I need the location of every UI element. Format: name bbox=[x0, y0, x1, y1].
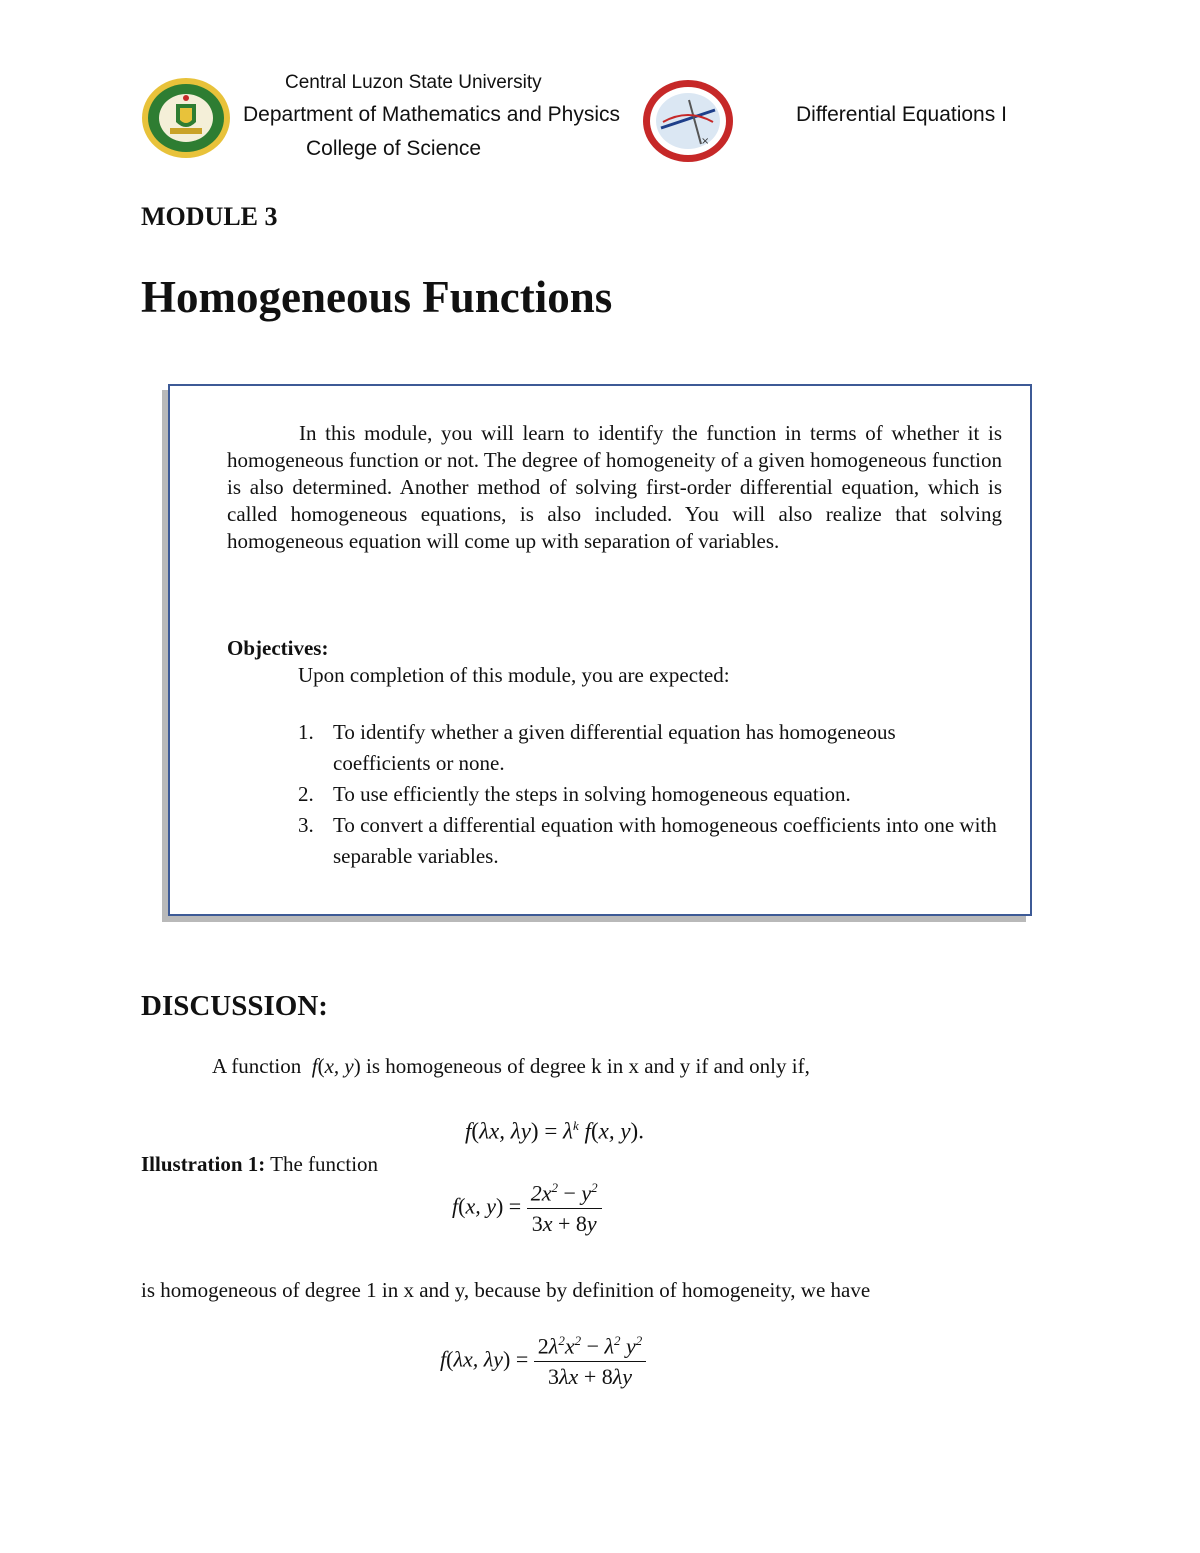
course-name: Differential Equations I bbox=[796, 103, 1007, 126]
substitution-equation: f(λx, λy) = $\frac{2\lambda^2x^2 - \lambda^2 y^2}{3\lambda x + 8\lambda y}$ bbox=[440, 1333, 646, 1390]
objectives-lead: Upon completion of this module, you are expected: bbox=[298, 663, 730, 687]
department-name: Department of Mathematics and Physics bbox=[243, 103, 620, 126]
list-item: 3. To convert a differential equation with homogeneous coefficients into one with separable variables. bbox=[298, 813, 997, 868]
objectives-heading: Objectives: bbox=[227, 636, 329, 660]
page-title: Homogeneous Functions bbox=[141, 272, 613, 322]
list-item: 2. To use efficiently the steps in solving homogeneous equation. bbox=[298, 782, 851, 806]
list-item: 1. To identify whether a given differential equation has homogeneous coefficients or none. bbox=[298, 720, 896, 775]
function-expression: f(x, y) bbox=[306, 1054, 361, 1078]
degree-explanation: is homogeneous of degree 1 in x and y, because by definition of homogeneity, we have bbox=[141, 1278, 871, 1302]
definition-line: A function f(x, y) is homogeneous of degree k in x and y if and only if, bbox=[212, 1054, 810, 1078]
college-name: College of Science bbox=[306, 137, 482, 160]
illustration-line: Illustration 1: The function bbox=[141, 1152, 379, 1176]
intro-paragraph: In this module, you will learn to identify the function in terms of whether it is homogeneous function or not. The degree of homogeneity of a given homogeneous function is also determined. Another method of solving first-order differential equation, which is called homogeneous equations, is also included. You will also realize that solving homogeneous equation will come up with separation of variables. bbox=[227, 421, 1002, 553]
homogeneity-definition-equation: f(λx, $\lambda y) = \lambda^k$ f(x, y). bbox=[465, 1118, 644, 1144]
university-name: Central Luzon State University bbox=[285, 72, 542, 93]
module-number: MODULE 3 bbox=[141, 202, 278, 231]
overview-box bbox=[168, 384, 1032, 916]
objectives-list bbox=[298, 717, 998, 872]
illustration-equation: f(x, y) = $\frac{2x^2 - y^2}{3x + 8y}$ bbox=[452, 1180, 602, 1237]
svg-text:×: × bbox=[701, 136, 710, 147]
clsu-seal-icon bbox=[140, 76, 232, 160]
math-physics-department-seal-icon bbox=[641, 78, 735, 164]
discussion-heading: DISCUSSION: bbox=[141, 990, 328, 1022]
